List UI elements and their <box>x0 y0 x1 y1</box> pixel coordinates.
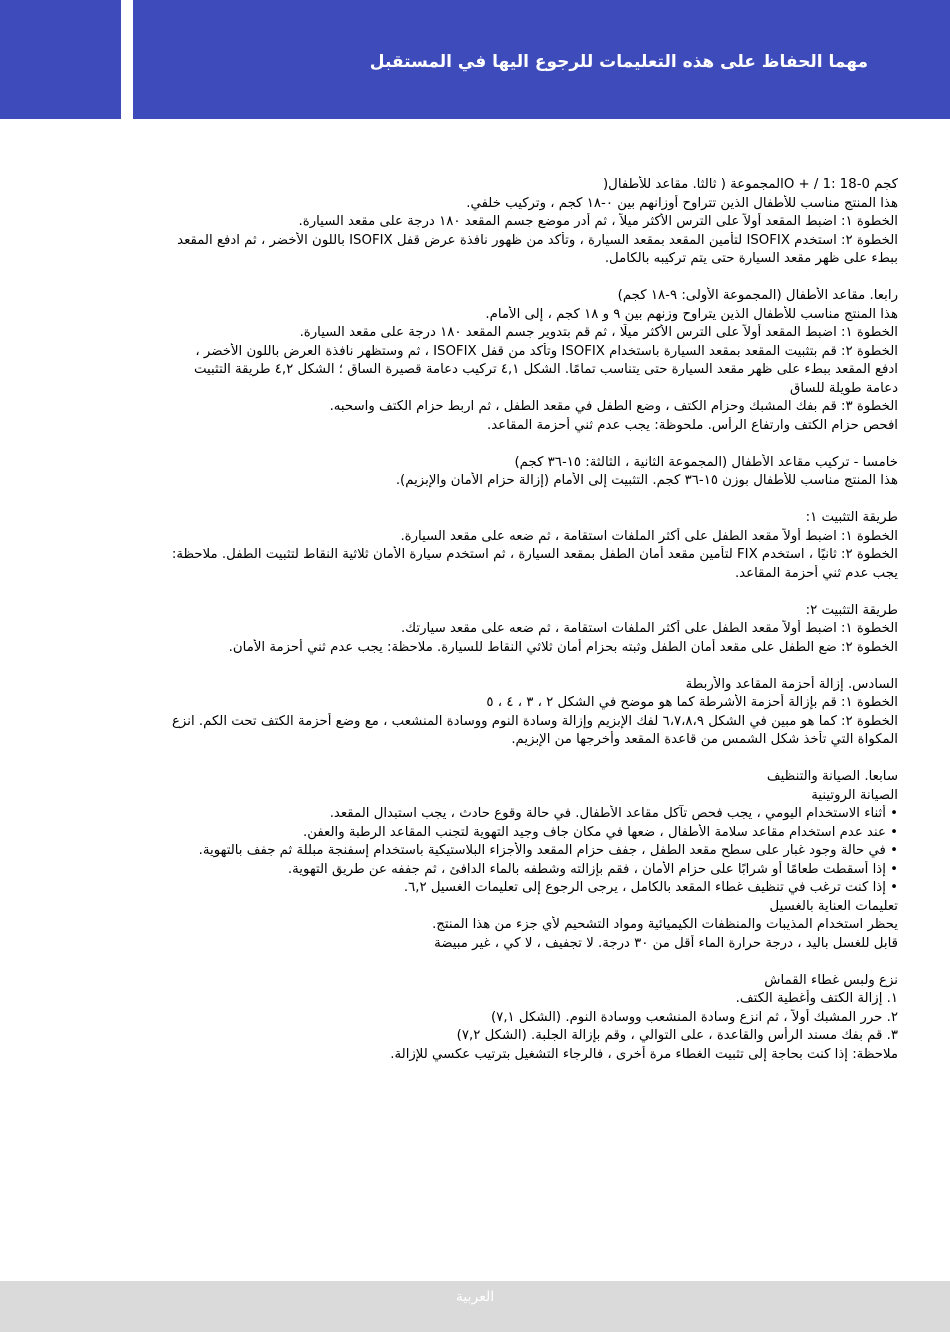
text-line: طريقة التثبيت ١: <box>805 510 898 525</box>
header-accent-block <box>0 0 121 119</box>
text-line: الخطوة ٢: ثانيًا ، استخدم FIX لتأمين مقعد أمان الطفل بمقعد السيارة ، ثم استخدم سيارة الأمان ثلاثية النقاط لتثبيت الطفل. ملاحظة: <box>171 547 898 562</box>
text-line: كجم 0-18 :1 / + Oالمجموعة ( ثالثا. مقاعد للأطفال( <box>602 177 898 192</box>
text-line: الخطوة ٢: ضع الطفل على مقعد أمان الطفل وثبته بحزام أمان ثلاثي النقاط للسيارة. ملاحظة: يجب عدم ثني أحزمة الأمان. <box>228 639 898 655</box>
section <box>56 509 898 583</box>
text-line: السادس. إزالة أحزمة المقاعد والأربطة <box>685 676 898 692</box>
section <box>56 676 898 750</box>
section <box>56 287 898 435</box>
text-line: سابعا. الصيانة والتنظيف <box>766 769 898 784</box>
text-line: ١. إزالة الكتف وأغطية الكتف. <box>735 991 898 1006</box>
text-line: الخطوة ١: اضبط المقعد أولاً على الترس الأكثر ميلاً ، ثم أدر موضع جسم المقعد ١٨٠ درجة على مقعد السيارة. <box>298 214 898 229</box>
section <box>56 768 898 953</box>
text-line: الخطوة ١: اضبط أولاً مقعد الطفل على أكثر الملفات استقامة ، ثم ضعه على مقعد السيارة. <box>400 528 898 544</box>
text-line: الخطوة ٢: استخدم ISOFIX لتأمين المقعد بمقعد السيارة ، وتأكد من ظهور نافذة عرض قفل ISOFIX باللون الأخضر ، ثم ادفع المقعد <box>177 232 898 248</box>
text-line: افحص حزام الكتف وارتفاع الرأس. ملحوظة: يجب عدم ثني أحزمة المقاعد. <box>486 417 898 433</box>
text-line: تعليمات العناية بالغسيل <box>769 898 898 914</box>
text-line: الخطوة ٣: قم بفك المشبك وحزام الكتف ، وضع الطفل في مقعد الطفل ، ثم اربط حزام الكتف واسحبه. <box>329 399 898 414</box>
text-line: ٢. حرر المشبك أولاً ، ثم انزع وسادة المنشعب ووسادة النوم. (الشكل ٧,١) <box>490 1009 898 1025</box>
text-line: قابل للغسل باليد ، درجة حرارة الماء أقل من ٣٠ درجة. لا تجفيف ، لا كي ، غير مبيضة <box>434 935 898 951</box>
section <box>56 454 898 491</box>
text-line: الخطوة ١: اضبط أولاً مقعد الطفل على أكثر الملفات استقامة ، ثم ضعه على مقعد سيارتك. <box>400 621 898 636</box>
text-line: الصيانة الروتينية <box>811 787 898 803</box>
text-line: طريقة التثبيت ٢: <box>805 602 898 618</box>
text-line: هذا المنتج مناسب للأطفال الذين يتراوح وزنهم بين ٩ و ١٨ كجم ، إلى الأمام. <box>485 306 898 322</box>
text-line: خامسا - تركيب مقاعد الأطفال (المجموعة الثانية ، الثالثة: ١٥-٣٦ كجم) <box>514 454 898 470</box>
text-line: • إذا أسقطت طعامًا أو شرابًا على حزام الأمان ، فقم بإزالته وشطفه بالماء الدافئ ، ثم جففه عن طريق التهوية. <box>287 861 898 877</box>
text-line: ببطء على ظهر مقعد السيارة حتى يتم تركيبه بالكامل. <box>604 251 898 266</box>
text-line: • في حالة وجود غبار على سطح مقعد الطفل ، جفف حزام المقعد والأجزاء البلاستيكية باستخدام إسفنجة مبللة ثم جفف بالتهوية. <box>198 843 898 858</box>
page-title: مهما الحفاظ على هذه التعليمات للرجوع اليها في المستقبل <box>369 52 868 72</box>
text-line: الخطوة ٢: قم بتثبيت المقعد بمقعد السيارة باستخدام ISOFIX وتأكد من قفل ISOFIX ، ثم وستظهر نافذة العرض باللون الأخضر ، <box>195 343 898 359</box>
text-line: • أثناء الاستخدام اليومي ، يجب فحص تآكل مقاعد الأطفال. في حالة وقوع حادث ، يجب استبدال المقعد. <box>329 806 898 821</box>
footer-language-label: العربية <box>455 1289 495 1305</box>
text-line: الخطوة ١: قم بإزالة أحزمة الأشرطة كما هو موضح في الشكل ٢ ، ٣ ، ٤ ، ٥ <box>486 695 898 710</box>
section <box>56 176 898 269</box>
section <box>56 602 898 658</box>
text-line: نزع ولبس غطاء القماش <box>764 972 898 988</box>
section <box>56 972 898 1065</box>
text-line: ٣. قم بفك مسند الرأس والقاعدة ، على التوالي ، وقم بإزالة الجلبة. (الشكل ٧,٢) <box>456 1028 898 1043</box>
text-line: هذا المنتج مناسب للأطفال الذين تتراوح أوزانهم بين ٠-١٨ كجم ، وتركيب خلفي. <box>466 195 898 211</box>
text-line: الخطوة ٢: كما هو مبين في الشكل ٦،٧،٨،٩ لفك الإبزيم وإزالة وسادة النوم ووسادة المنشعب ، مع وضع أحزمة الكتف تحت الكم. انزع <box>172 713 898 729</box>
text-line: يجب عدم ثني أحزمة المقاعد. <box>734 565 898 581</box>
document-body <box>56 176 898 1083</box>
text-line: ملاحظة: إذا كنت بحاجة إلى تثبيت الغطاء مرة أخرى ، فالرجاء التشغيل بترتيب عكسي للإزالة. <box>390 1046 898 1062</box>
text-line: ادفع المقعد ببطء على ظهر مقعد السيارة حتى يتناسب تمامًا. الشكل ٤,١ تركيب دعامة قصيرة الساق ؛ الشكل ٤,٢ طريقة التثبيت <box>193 362 898 377</box>
text-line: • عند عدم استخدام مقاعد سلامة الأطفال ، ضعها في مكان جاف وجيد التهوية لتجنب المقاعد الرطبة والعفن. <box>302 824 898 840</box>
text-line: يحظر استخدام المذيبات والمنظفات الكيميائية ومواد التشحيم لأي جزء من هذا المنتج. <box>432 917 898 932</box>
text-line: رابعا. مقاعد الأطفال (المجموعة الأولى: ٩-١٨ كجم) <box>617 288 898 303</box>
text-line: المكواة التي تأخذ شكل الشمس من قاعدة المقعد وأخرجها من الإبزيم. <box>511 732 898 747</box>
text-line: دعامة طويلة للساق <box>790 380 898 396</box>
text-line: هذا المنتج مناسب للأطفال بوزن ١٥-٣٦ كجم. التثبيت إلى الأمام (إزالة حزام الأمان والإبزيم). <box>395 473 898 488</box>
text-line: الخطوة ١: اضبط المقعد أولاً على الترس الأكثر ميلًا ، ثم قم بتدوير جسم المقعد ١٨٠ درجة على مقعد السيارة. <box>299 325 898 340</box>
footer-bar <box>0 1281 950 1332</box>
text-line: • إذا كنت ترغب في تنظيف غطاء المقعد بالكامل ، يرجى الرجوع إلى تعليمات الغسيل ٦,٢. <box>403 880 898 895</box>
header-bar <box>133 0 950 119</box>
